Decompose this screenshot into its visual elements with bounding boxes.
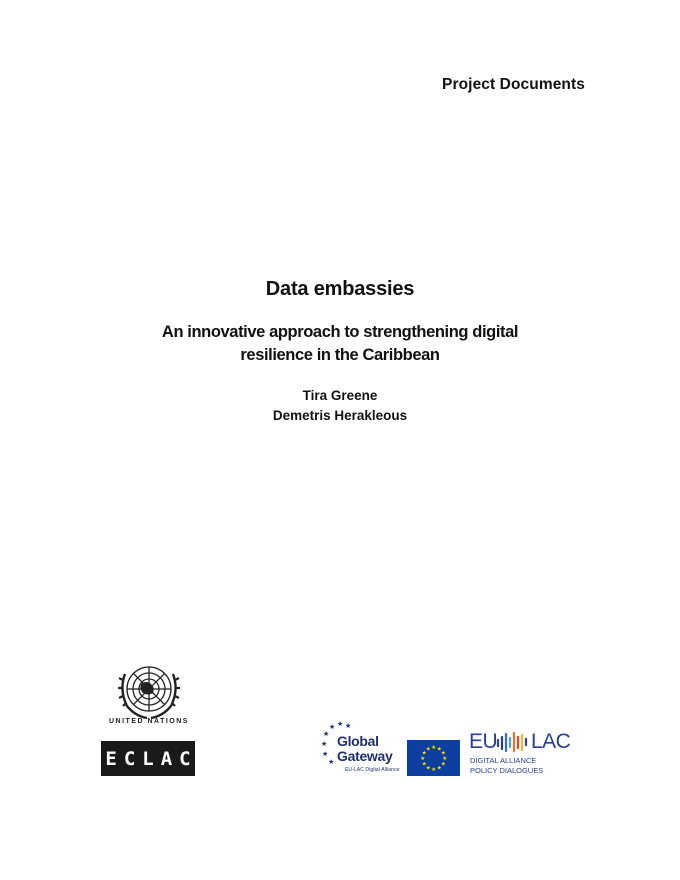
global-gateway-wordmark: [337, 734, 393, 764]
eulac-wordmark-left: EU: [469, 730, 498, 753]
eu-flag-star-icon: ★: [436, 765, 442, 772]
author-name: Demetris Herakleous: [272, 407, 408, 423]
eu-flag-star-icon: ★: [436, 746, 442, 753]
global-gateway-line1: Global: [337, 733, 379, 749]
un-name: UNITED NATIONS: [109, 718, 189, 725]
svg-text:★: ★: [328, 758, 335, 766]
eu-flag-star-icon: ★: [421, 761, 427, 768]
eu-flag-star-icon: ★: [431, 767, 437, 773]
global-gateway-subtitle: EU-LAC Digital Alliance: [345, 767, 400, 773]
svg-text:★: ★: [329, 723, 336, 731]
eu-flag-star-icon: ★: [440, 750, 446, 757]
eulac-subtitle-line1: DIGITAL ALLIANCE: [470, 756, 537, 765]
eu-flag-star-icon: ★: [425, 746, 431, 753]
eulac-subtitle-line2: POLICY DIALOGUES: [470, 765, 544, 775]
eu-flag-icon: [407, 740, 460, 776]
eu-flag-star-icon: ★: [420, 756, 426, 762]
svg-text:★: ★: [345, 722, 352, 730]
svg-text:★: ★: [337, 720, 344, 728]
document-title: Data embassies: [265, 278, 415, 300]
eu-flag-star-icon: ★: [431, 745, 437, 751]
svg-text:★: ★: [323, 730, 330, 738]
eu-flag-star-icon: ★: [421, 750, 427, 757]
svg-text:★: ★: [321, 740, 328, 748]
eclac-wordmark: ECLAC: [105, 747, 198, 770]
eulac-signal-bars-icon: [495, 731, 531, 753]
global-gateway-line2: Gateway: [337, 748, 393, 764]
author-name: Tira Greene: [302, 388, 378, 403]
eclac-logo: [101, 741, 198, 776]
author-list: [0, 386, 680, 425]
svg-text:★: ★: [322, 750, 329, 758]
eu-flag-star-icon: ★: [442, 756, 448, 762]
title-block: [0, 278, 680, 425]
eu-flag-star-icon: ★: [440, 761, 446, 768]
document-subtitle: An innovative approach to strengthening digital resilience in the Caribbean: [161, 323, 519, 364]
eu-flag-star-icon: ★: [425, 765, 431, 772]
series-label: Project Documents: [442, 76, 585, 93]
eulac-subtitle: [470, 756, 543, 775]
eulac-wordmark-right: LAC: [531, 730, 571, 753]
